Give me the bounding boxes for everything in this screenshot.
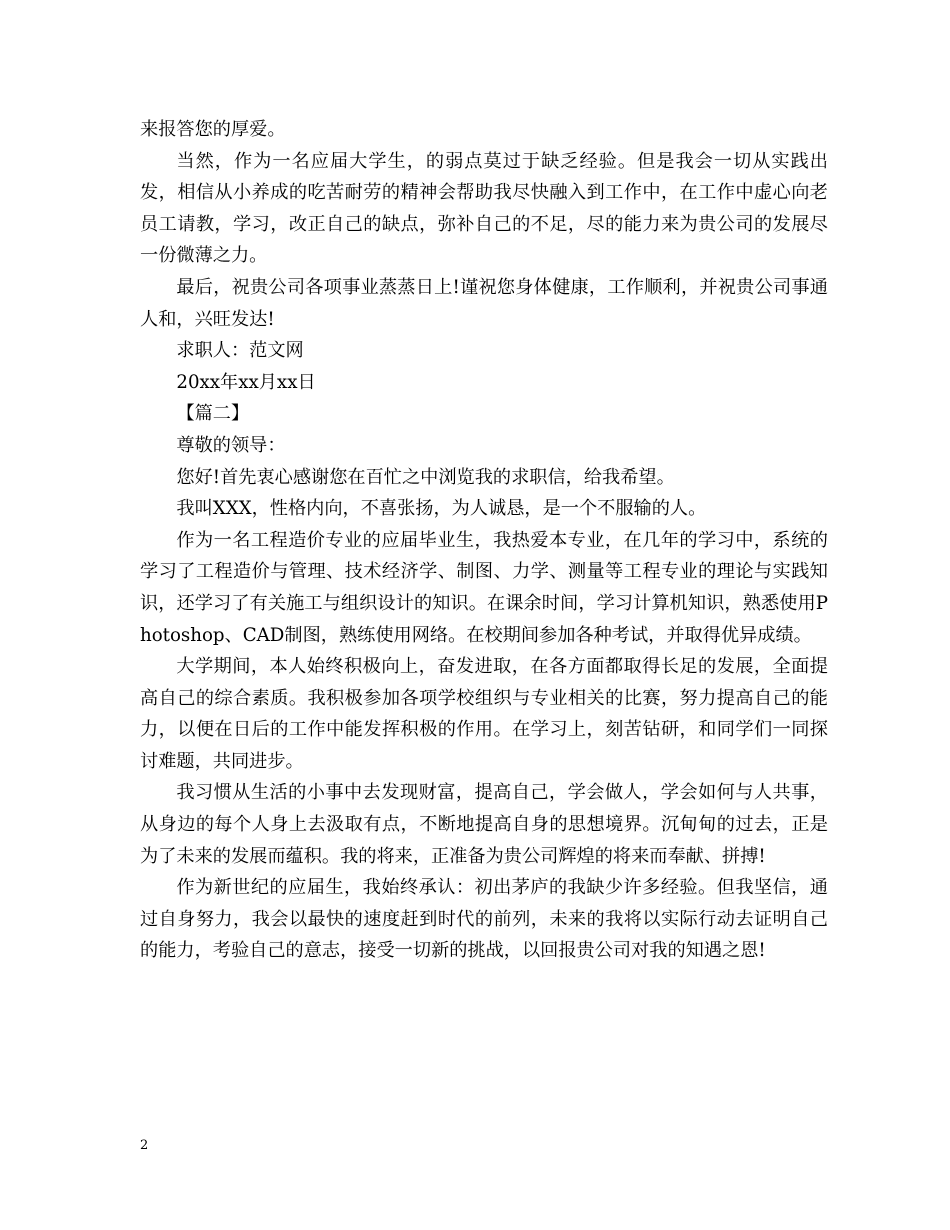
- paragraph-self-introduction: 我叫XXX，性格内向，不喜张扬，为人诚恳，是一个不服输的人。: [176, 498, 707, 520]
- paragraph-conclusion: 作为新世纪的应届生，我始终承认：初出茅庐的我缺少许多经验。但我坚信，通过自身努力，我会以最快的速度赶到时代的前列，未来的我将以实际行动去证明自己的能力，考验自己的意志，接受一切新的挑战，以回报贵公司对我的知遇之恩!: [140, 877, 828, 962]
- paragraph-greeting: 您好!首先衷心感谢您在百忙之中浏览我的求职信，给我希望。: [176, 466, 675, 488]
- paragraph-university: 大学期间，本人始终积极向上，奋发进取，在各方面都取得长足的发展，全面提高自己的综合素质。我积极参加各项学校组织与专业相关的比赛，努力提高自己的能力，以便在日后的工作中能发挥积极的作用。在学习上，刻苦钻研，和同学们一同探讨难题，共同进步。: [140, 656, 828, 772]
- salutation: 尊敬的领导：: [176, 434, 286, 456]
- applicant-signature: 求职人：范文网: [176, 340, 304, 362]
- section-heading: 【篇二】: [176, 403, 250, 425]
- paragraph-education: 作为一名工程造价专业的应届毕业生，我热爱本专业，在几年的学习中，系统的学习了工程造价与管理、技术经济学、制图、力学、测量等工程专业的理论与实践知识，还学习了有关施工与组织设计的知识。在课余时间，学习计算机知识，熟悉使用Photoshop、CAD制图，熟练使用网络。在校期间参加各种考试，并取得优异成绩。: [140, 529, 828, 646]
- paragraph-habits: 我习惯从生活的小事中去发现财富，提高自己，学会做人，学会如何与人共事，从身边的每个人身上去汲取有点，不断地提高自身的思想境界。沉甸甸的过去，正是为了未来的发展而蕴积。我的将来，正准备为贵公司辉煌的将来而奉献、拼搏!: [140, 782, 828, 867]
- page-number: 2: [140, 1138, 149, 1153]
- signature-date: 20xx年xx月xx日: [176, 371, 316, 393]
- document-body: [140, 114, 828, 967]
- paragraph-closing-wishes: 最后，祝贵公司各项事业蒸蒸日上!谨祝您身体健康，工作顺利，并祝贵公司事通人和，兴旺发达!: [140, 276, 828, 330]
- paragraph-continuation: 来报答您的厚爱。: [140, 119, 286, 140]
- paragraph-weakness: 当然，作为一名应届大学生，的弱点莫过于缺乏经验。但是我会一切从实践出发，相信从小养成的吃苦耐劳的精神会帮助我尽快融入到工作中，在工作中虚心向老员工请教，学习，改正自己的缺点，弥补自己的不足，尽的能力来为贵公司的发展尽一份微薄之力。: [140, 150, 828, 267]
